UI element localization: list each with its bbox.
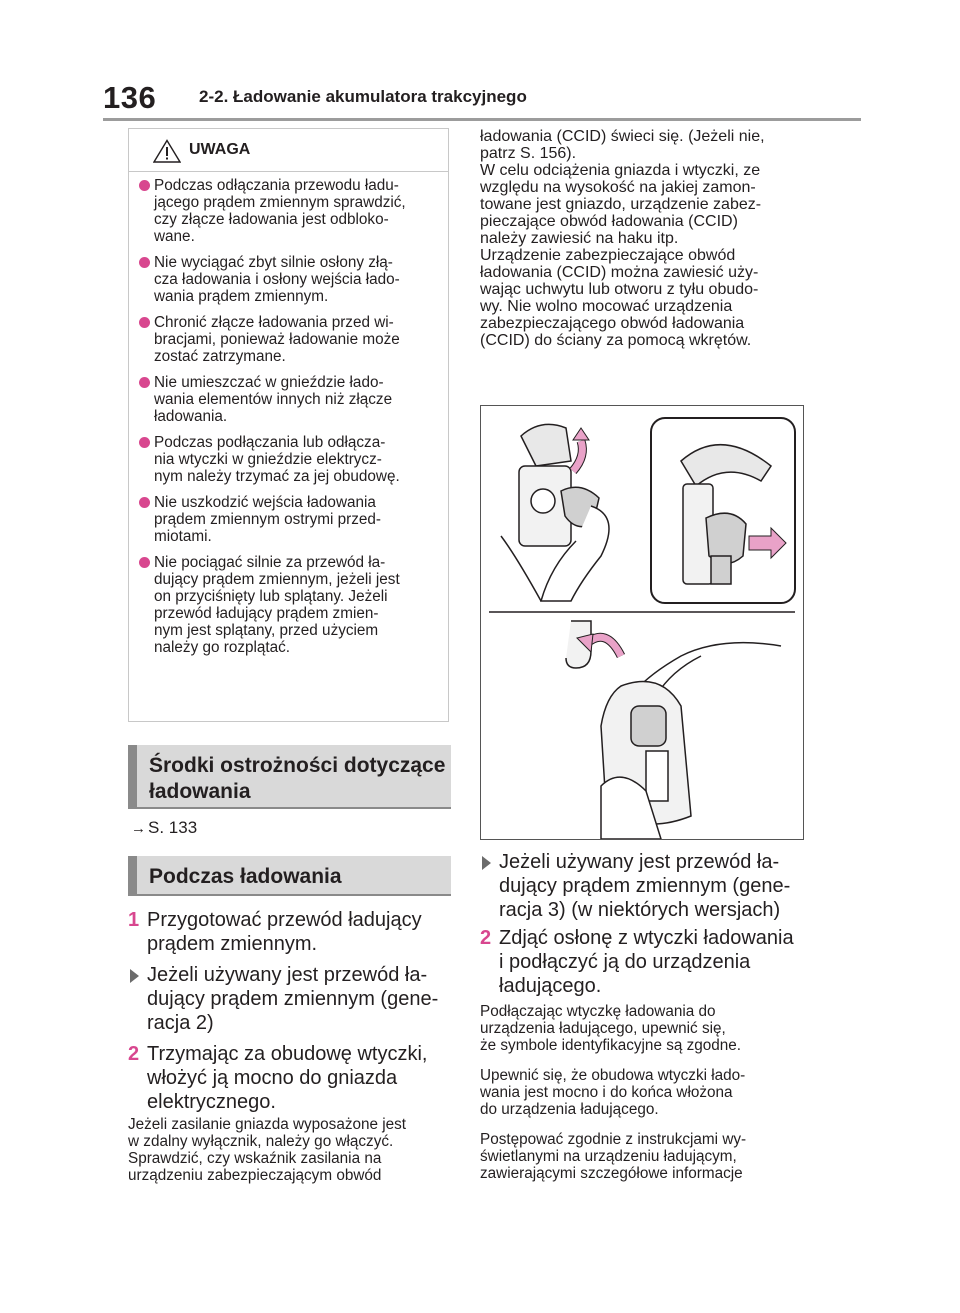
step-text: Zdjąć osłonę z wtyczki ładowania i podłączyć ją do urządzenia ładującego. — [499, 927, 794, 997]
paragraph-identification: Podłączając wtyczkę ładowania do urządzenia ładującego, upewnić się, że symbole identyfikacyjne są zgodne. — [480, 1003, 742, 1054]
warning-header — [129, 129, 448, 172]
ccid-paragraph: ładowania (CCID) świeci się. (Jeżeli nie, patrz S. 156). W celu odciążenia gniazda i wtyczki, ze względu na wysokość na jakiej zamon- towane jest gniazdo, urządzenie zabez- pieczające obwód ładowania (CCID) należy zawiesić na haku itp. Urządzenie zabezpieczające obwód ładowania (CCID) można zawiesić uży- wając uchwytu lub otworu z tyłu obudo- wy. Nie wolno mocować urządzenia zabezpieczającego obwód ładowania (CCID) do ściany za pomocą wkrętów. — [480, 128, 765, 349]
page-reference[interactable] — [131, 818, 197, 838]
step-2 — [128, 1042, 458, 1114]
warning-item — [139, 177, 445, 245]
heading-charging-precautions — [128, 745, 451, 809]
warning-item — [139, 494, 445, 545]
condition-generation-2 — [128, 963, 458, 1035]
section-title: 2-2. Ładowanie akumulatora trakcyjnego — [199, 87, 527, 106]
warning-item — [139, 374, 445, 425]
warning-triangle-icon — [153, 139, 181, 163]
warning-item-text: Nie umieszczać w gnieździe łado- wania elementów innych niż złącze ładowania. — [154, 374, 393, 425]
pink-arrowhead-icon — [573, 428, 589, 440]
reference-text: S. 133 — [148, 818, 198, 837]
header-rule — [103, 118, 861, 121]
paragraph-insertion: Upewnić się, że obudowa wtyczki łado- wania jest mocno i do końca włożona do urządzenia ładującego. — [480, 1067, 746, 1118]
condition-text: Jeżeli używany jest przewód ła- dujący prądem zmiennym (gene- racja 2) — [147, 964, 439, 1034]
heading-text: Środki ostrożności dotyczące ładowania — [149, 754, 446, 803]
triangle-arrow-icon — [130, 969, 139, 983]
warning-item — [139, 254, 445, 305]
bullet-icon — [139, 497, 150, 508]
warning-box — [128, 128, 449, 722]
heading-text: Podczas ładowania — [149, 865, 342, 888]
warning-item — [139, 314, 445, 365]
step-number: 2 — [480, 927, 492, 949]
bullet-icon — [139, 317, 150, 328]
bullet-icon — [139, 557, 150, 568]
warning-item-text: Podczas podłączania lub odłącza- nia wtyczki w gnieździe elektrycz- nym należy trzymać za jej obudowę. — [154, 434, 400, 485]
reference-arrow-icon: → — [131, 820, 146, 837]
step-text: Trzymając za obudowę wtyczki, włożyć ją mocno do gniazda elektrycznego. — [147, 1043, 428, 1113]
step-number: 1 — [128, 909, 140, 931]
condition-text: Jeżeli używany jest przewód ła- dujący prądem zmiennym (gene- racja 3) (w niektórych wersjach) — [499, 851, 791, 921]
warning-title: UWAGA — [189, 141, 251, 158]
charging-illustration — [480, 405, 804, 840]
plug-illustration-svg — [481, 406, 803, 839]
page-number: 136 — [103, 80, 157, 115]
warning-item-text: Nie uszkodzić wejścia ładowania prądem zmiennym ostrymi przed- miotami. — [154, 494, 381, 545]
bullet-icon — [139, 377, 150, 388]
heading-during-charging — [128, 856, 451, 896]
heading-underline — [128, 807, 451, 809]
bullet-icon — [139, 437, 150, 448]
step-1 — [128, 908, 458, 956]
note-paragraph: Jeżeli zasilanie gniazda wyposażone jest w zdalny wyłącznik, należy go włączyć. Sprawdzić, czy wskaźnik zasilania na urządzeniu zabezpieczającym obwód — [128, 1116, 407, 1184]
warning-item-text: Nie pociągać silnie za przewód ła- dujący prądem zmiennym, jeżeli jest on przyciśnięty lub splątany. Jeżeli przewód ładujący prądem zmien- nym jest splątany, przed użyciem należy go rozplątać. — [154, 554, 400, 656]
warning-item — [139, 434, 445, 485]
heading-underline — [128, 894, 451, 896]
ccid-on-hook-drawing — [566, 621, 781, 839]
warning-item-text: Chronić złącze ładowania przed wi- bracjami, ponieważ ładowanie może zostać zatrzymane. — [154, 314, 400, 365]
step-text: Przygotować przewód ładujący prądem zmiennym. — [147, 909, 422, 955]
socket-with-hand-drawing — [501, 424, 609, 601]
bullet-icon — [139, 257, 150, 268]
step-2-generation-3 — [480, 926, 810, 998]
warning-list — [139, 177, 445, 665]
step-number: 2 — [128, 1043, 140, 1065]
warning-item-text: Podczas odłączania przewodu ładu- jącego prądem zmiennym sprawdzić, czy złącze ładowania jest odbloko- wane. — [154, 177, 406, 245]
bullet-icon — [139, 180, 150, 191]
triangle-arrow-icon — [482, 856, 491, 870]
paragraph-instructions: Postępować zgodnie z instrukcjami wy- świetlanymi na urządzeniu ładującym, zawierającymi szczegółowe informacje — [480, 1131, 747, 1182]
warning-item-text: Nie wyciągać zbyt silnie osłony złą- cza ładowania i osłony wejścia łado- wania prądem zmiennym. — [154, 254, 400, 305]
condition-generation-3 — [480, 850, 810, 922]
warning-item — [139, 554, 445, 656]
